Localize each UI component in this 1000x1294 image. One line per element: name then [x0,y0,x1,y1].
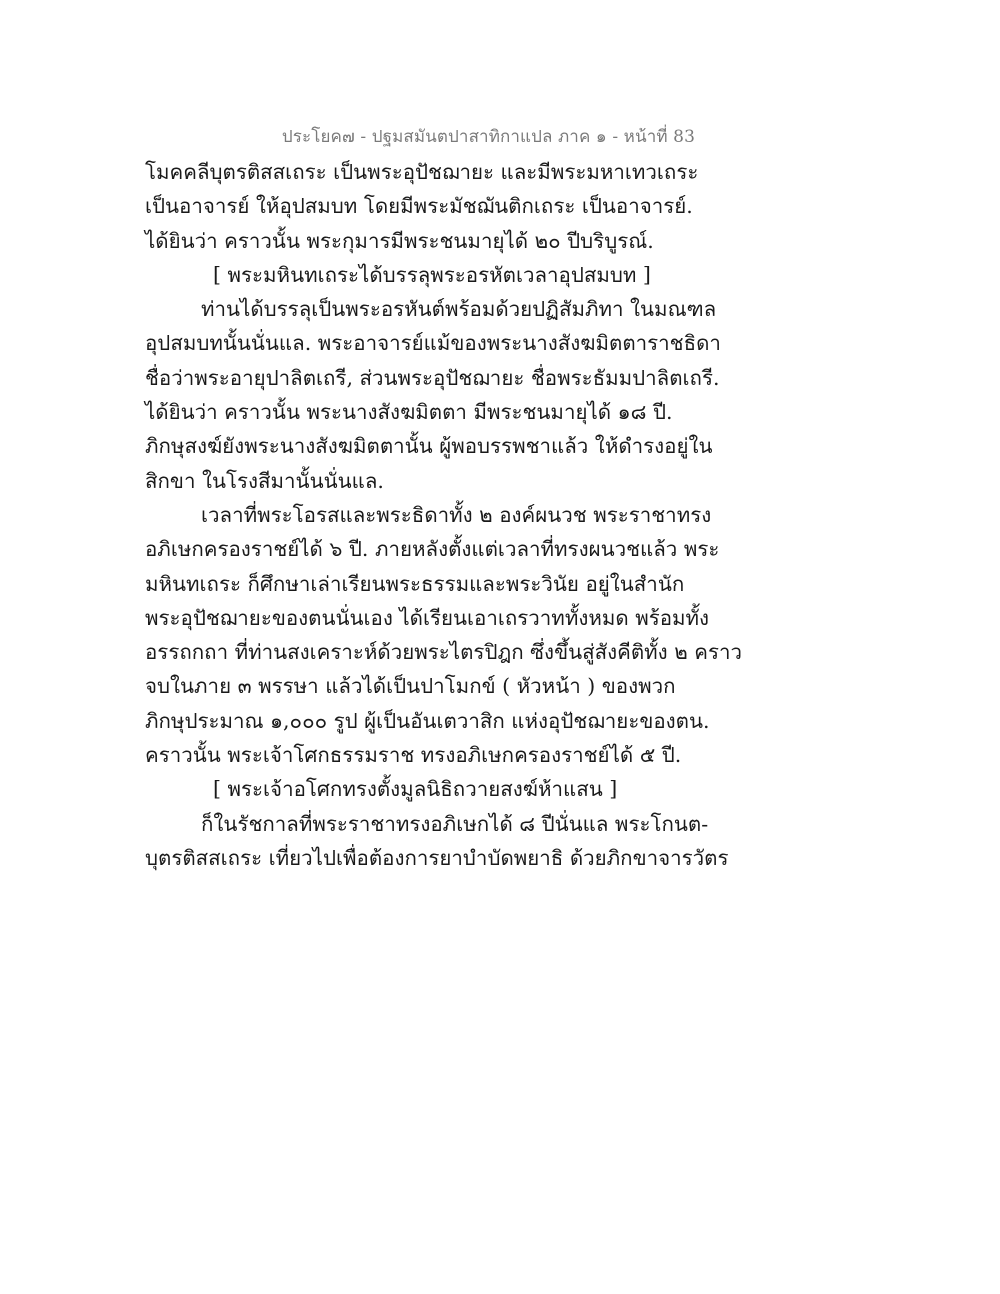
text-line: อุปสมบทนั้นนั่นแล. พระอาจารย์แม้ของพระนางสังฆมิตตาราชธิดา [145,331,721,356]
text-line: ภิกษุประมาณ ๑,๐๐๐ รูป ผู้เป็นอันเตวาสิก แห่งอุปัชฌายะของตน. [145,708,710,733]
section-heading: [ พระมหินทเถระได้บรรลุพระอรหัตเวลาอุปสมบท ] [213,262,651,287]
text-line: ได้ยินว่า คราวนั้น พระนางสังฆมิตตา มีพระชนมายุได้ ๑๘ ปี. [145,400,673,425]
paragraph-first-line: ท่านได้บรรลุเป็นพระอรหันต์พร้อมด้วยปฏิสัมภิทา ในมณฑล [201,297,717,322]
section-heading: [ พระเจ้าอโศกทรงตั้งมูลนิธิถวายสงฆ์ห้าแสน ] [213,777,618,802]
text-line: เป็นอาจารย์ ให้อุปสมบท โดยมีพระมัชฌันติกเถระ เป็นอาจารย์. [145,194,693,219]
text-line: โมคคลีบุตรติสสเถระ เป็นพระอุปัชฌายะ และมีพระมหาเทวเถระ [145,160,699,184]
text-line: พระอุปัชฌายะของตนนั่นเอง ได้เรียนเอาเถรวาททั้งหมด พร้อมทั้ง [145,605,710,630]
text-line: อภิเษกครองราชย์ได้ ๖ ปี. ภายหลังตั้งแต่เวลาที่ทรงผนวชแล้ว พระ [145,537,720,562]
paragraph-first-line: ก็ในรัชกาลที่พระราชาทรงอภิเษกได้ ๘ ปีนั่นแล พระโกนต- [201,811,709,836]
body-text [145,155,742,875]
text-line: จบในภาย ๓ พรรษา แล้วได้เป็นปาโมกข์ ( หัวหน้า ) ของพวก [145,674,676,699]
paragraph-first-line: เวลาที่พระโอรสและพระธิดาทั้ง ๒ องค์ผนวช พระราชาทรง [201,502,712,527]
text-line: มหินทเถระ ก็ศึกษาเล่าเรียนพระธรรมและพระวินัย อยู่ในสำนัก [145,571,685,596]
text-line: คราวนั้น พระเจ้าโศกธรรมราช ทรงอภิเษกครองราชย์ได้ ๕ ปี. [145,743,682,768]
text-line: อรรถกถา ที่ท่านสงเคราะห์ด้วยพระไตรปิฎก ซึ่งขึ้นสู่สังคีติทั้ง ๒ คราว [145,640,742,665]
running-header: ประโยค๗ - ปฐมสมันตปาสาทิกาแปล ภาค ๑ - หน้าที่ 83 [281,127,695,147]
text-line: ได้ยินว่า คราวนั้น พระกุมารมีพระชนมายุได้ ๒๐ ปีบริบูรณ์. [145,228,654,253]
text-line: บุตรติสสเถระ เที่ยวไปเพื่อต้องการยาบำบัดพยาธิ ด้วยภิกขาจารวัตร [145,845,729,870]
text-line: สิกขา ในโรงสีมานั้นนั่นแล. [145,468,384,493]
text-line: ชื่อว่าพระอายุปาลิตเถรี, ส่วนพระอุปัชฌายะ ชื่อพระธัมมปาลิตเถรี. [145,365,720,390]
text-line: ภิกษุสงฆ์ยังพระนางสังฆมิตตานั้น ผู้พอบรรพชาแล้ว ให้ดำรงอยู่ใน [145,434,713,459]
